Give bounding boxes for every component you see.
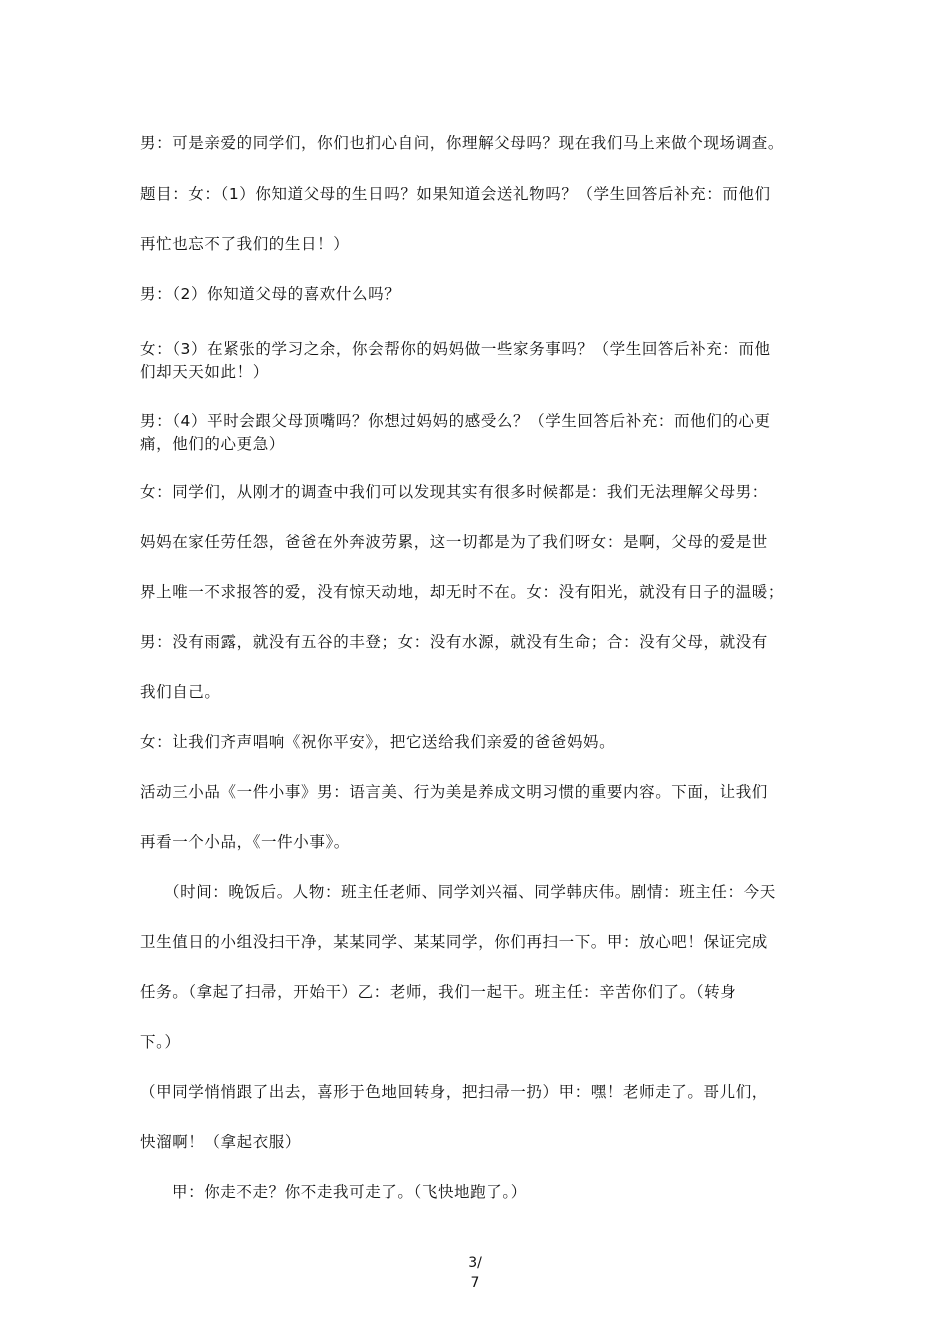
text-line: 男：可是亲爱的同学们，你们也扪心自问，你理解父母吗？现在我们马上来做个现场调查。 bbox=[140, 134, 785, 152]
text-line: （甲同学悄悄跟了出去，喜形于色地回转身，把扫帚一扔）甲：嘿！老师走了。哥儿们， bbox=[140, 1083, 768, 1101]
text-line: 男：（2）你知道父母的喜欢什么吗？ bbox=[140, 285, 401, 303]
text-line: 痛，他们的心更急） bbox=[140, 435, 285, 453]
page-number-bottom: 7 bbox=[470, 1275, 480, 1291]
page-number-top: 3/ bbox=[468, 1255, 482, 1271]
text-line: 卫生值日的小组没扫干净，某某同学、某某同学，你们再扫一下。甲：放心吧！保证完成 bbox=[140, 933, 768, 951]
text-line: 男：（4）平时会跟父母顶嘴吗？你想过妈妈的感受么？（学生回答后补充：而他们的心更 bbox=[140, 412, 771, 430]
text-line: 女：同学们，从刚才的调查中我们可以发现其实有很多时候都是：我们无法理解父母男： bbox=[140, 483, 768, 501]
text-line: 我们自己。 bbox=[140, 683, 221, 701]
text-line: 题目：女：（1）你知道父母的生日吗？如果知道会送礼物吗？（学生回答后补充：而他们 bbox=[140, 185, 771, 203]
text-line-indented: （时间：晚饭后。人物：班主任老师、同学刘兴福、同学韩庆伟。剧情：班主任：今天 bbox=[164, 883, 776, 901]
text-line: 再看一个小品，《一件小事》。 bbox=[140, 833, 350, 851]
text-line: 任务。（拿起了扫帚，开始干）乙：老师，我们一起干。班主任：辛苦你们了。（转身 bbox=[140, 983, 737, 1001]
text-line: 下。） bbox=[140, 1033, 181, 1051]
text-line: 界上唯一不求报答的爱，没有惊天动地，却无时不在。女：没有阳光，就没有日子的温暖； bbox=[140, 583, 785, 601]
text-line: 再忙也忘不了我们的生日！） bbox=[140, 235, 350, 253]
text-line: 们却天天如此！） bbox=[140, 363, 269, 381]
text-line: 女：让我们齐声唱响《祝你平安》，把它送给我们亲爱的爸爸妈妈。 bbox=[140, 733, 616, 751]
text-line-indented: 甲：你走不走？你不走我可走了。（飞快地跑了。） bbox=[172, 1183, 527, 1201]
text-line: 男：没有雨露，就没有五谷的丰登；女：没有水源，就没有生命；合：没有父母，就没有 bbox=[140, 633, 768, 651]
text-line: 妈妈在家任劳任怨，爸爸在外奔波劳累，这一切都是为了我们呀女：是啊，父母的爱是世 bbox=[140, 533, 768, 551]
text-line: 女：（3）在紧张的学习之余，你会帮你的妈妈做一些家务事吗？（学生回答后补充：而他 bbox=[140, 340, 771, 358]
text-line: 快溜啊！（拿起衣服） bbox=[140, 1133, 302, 1151]
text-line: 活动三小品《一件小事》男：语言美、行为美是养成文明习惯的重要内容。下面，让我们 bbox=[140, 783, 768, 801]
